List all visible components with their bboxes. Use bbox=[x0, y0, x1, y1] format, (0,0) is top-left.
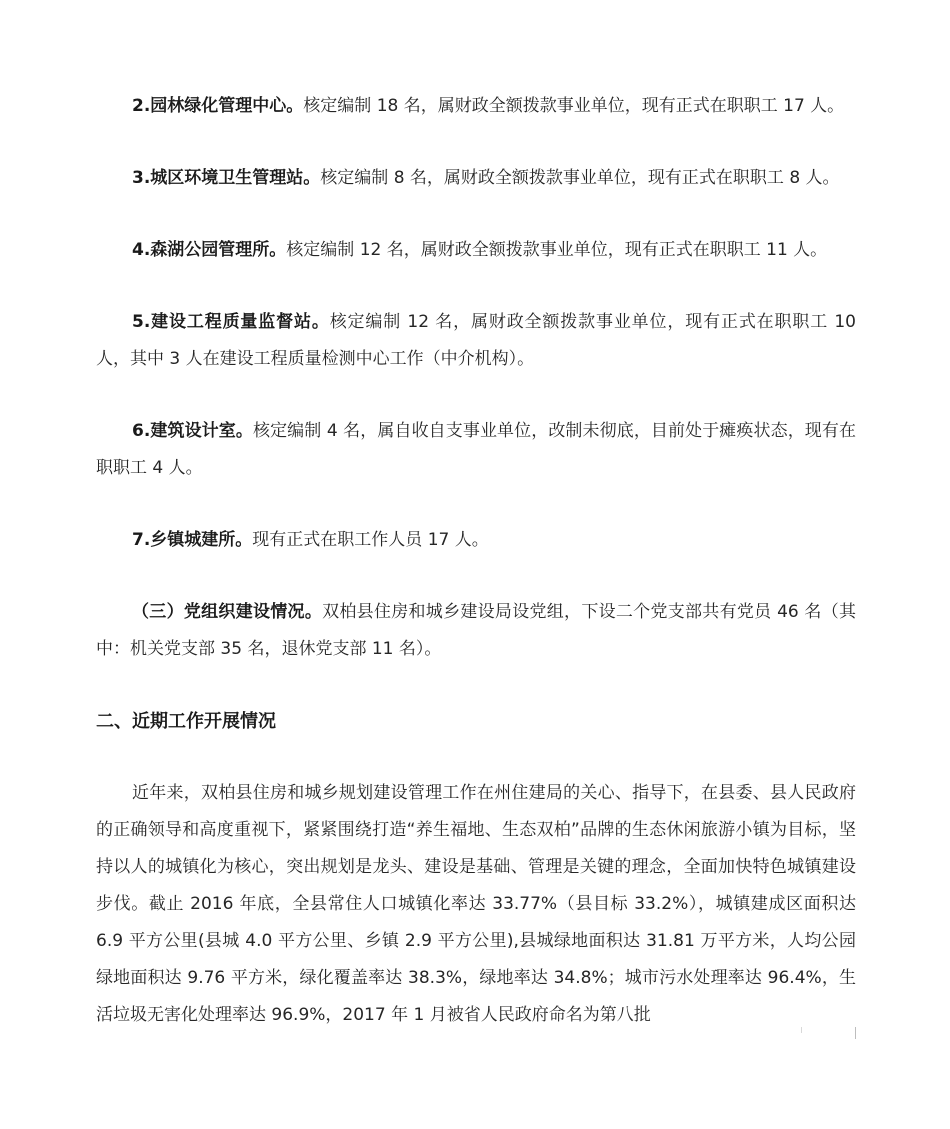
unit-text: 核定编制 12 名，属财政全额拨款事业单位，现有正式在职职工 10 人，其中 3 人在建设工程质量检测中心工作（中介机构）。 bbox=[96, 312, 856, 369]
section-heading: 二、近期工作开展情况 bbox=[96, 711, 276, 732]
unit-text: 核定编制 8 名，属财政全额拨款事业单位，现有正式在职职工 8 人。 bbox=[320, 168, 840, 188]
corner-tick bbox=[801, 1027, 802, 1033]
party-paragraph bbox=[96, 594, 856, 668]
party-title: （三）党组织建设情况。 bbox=[132, 602, 323, 622]
unit-paragraph-township-office bbox=[96, 522, 856, 559]
unit-title: 5.建设工程质量监督站。 bbox=[132, 312, 330, 332]
party-text: 双柏县住房和城乡建设局设党组，下设二个党支部共有党员 46 名（其中：机关党支部 35 名，退休党支部 11 名）。 bbox=[96, 602, 856, 659]
unit-title: 6.建筑设计室。 bbox=[132, 421, 253, 441]
unit-text: 现有正式在职工作人员 17 人。 bbox=[252, 530, 489, 550]
corner-line bbox=[855, 1027, 856, 1039]
unit-text: 核定编制 4 名，属自收自支事业单位，改制未彻底，目前处于瘫痪状态，现有在职职工 4 人。 bbox=[96, 421, 856, 478]
unit-title: 4.森湖公园管理所。 bbox=[132, 240, 287, 260]
unit-paragraph-sanitation-station bbox=[96, 160, 856, 197]
unit-paragraph-garden-center bbox=[96, 88, 856, 125]
page-corner-mark bbox=[801, 1027, 856, 1039]
unit-text: 核定编制 12 名，属财政全额拨款事业单位，现有正式在职职工 11 人。 bbox=[286, 240, 828, 260]
unit-text: 核定编制 18 名，属财政全额拨款事业单位，现有正式在职职工 17 人。 bbox=[303, 96, 845, 116]
unit-paragraph-quality-station bbox=[96, 304, 856, 378]
unit-paragraph-park-office bbox=[96, 232, 856, 269]
document-page bbox=[96, 88, 856, 1034]
unit-title: 7.乡镇城建所。 bbox=[132, 530, 253, 550]
unit-title: 3.城区环境卫生管理站。 bbox=[132, 168, 321, 188]
body-paragraph: 近年来，双柏县住房和城乡规划建设管理工作在州住建局的关心、指导下，在县委、县人民政府的正确领导和高度重视下，紧紧围绕打造“养生福地、生态双柏”品牌的生态休闲旅游小镇为目标，坚持以人的城镇化为核心，突出规划是龙头、建设是基础、管理是关键的理念，全面加快特色城镇建设步伐。截止 2016 年底，全县常住人口城镇化率达 33.77%（县目标 33.2%），城镇建成区面积达 6.9 平方公里(县城 4.0 平方公里、乡镇 2.9 平方公里),县城绿地面积达 31.81 万平方米，人均公园绿地面积达 9.76 平方米，绿化覆盖率达 38.3%，绿地率达 34.8%；城市污水处理率达 96.4%，生活垃圾无害化处理率达 96.9%，2017 年 1 月被省人民政府命名为第八批 bbox=[96, 783, 856, 1025]
unit-paragraph-design-office bbox=[96, 413, 856, 487]
unit-title: 2.园林绿化管理中心。 bbox=[132, 96, 304, 116]
